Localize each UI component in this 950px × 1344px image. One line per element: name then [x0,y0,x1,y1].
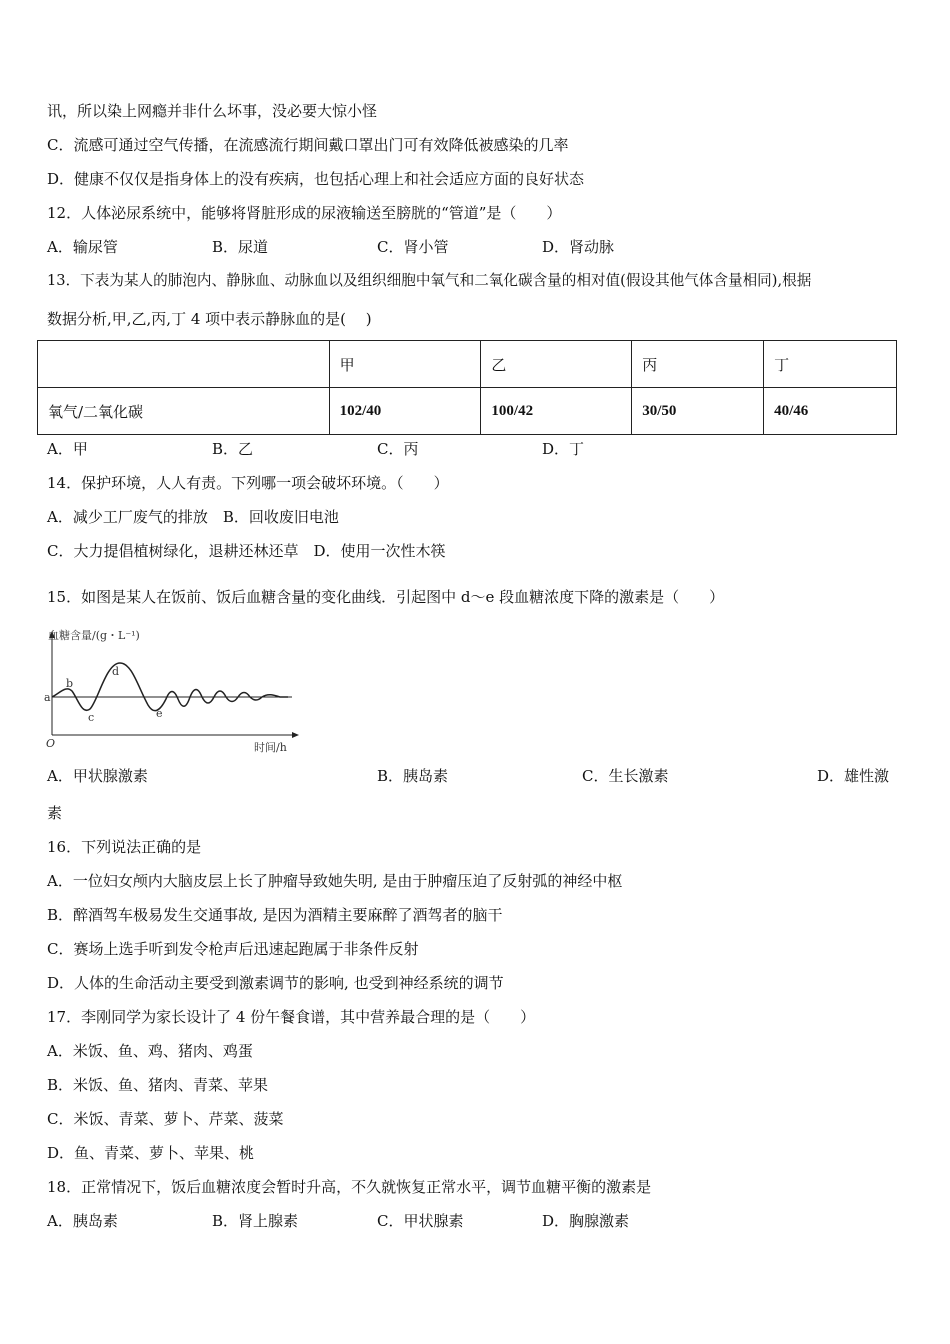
q15-option-c: C．生长激素 [582,767,669,785]
q13-option-b: B．乙 [212,440,254,458]
q17-option-c: C．米饭、青菜、萝卜、芹菜、菠菜 [47,1110,284,1128]
blood-sugar-curve [52,663,288,711]
q14-options-cd: C．大力提倡植树绿化，退耕还林还草 D．使用一次性木筷 [47,542,446,560]
q13-option-d: D．丁 [542,440,585,458]
q13-table [37,340,897,435]
table-header-cell: 丙 [632,341,764,388]
table-header-cell [38,341,330,388]
q16-option-d: D．人体的生命活动主要受到激素调节的影响, 也受到神经系统的调节 [47,974,504,992]
table-cell: 30/50 [632,388,764,435]
table-cell: 100/42 [481,388,632,435]
table-header-row [38,341,897,388]
q15-option-d-wrap: 素 [47,804,63,822]
q13-option-a: A．甲 [47,440,88,458]
q13-stem-line1: 13．下表为某人的肺泡内、静脉血、动脉血以及组织细胞中氧气和二氧化碳含量的相对值(假设其他气体含量相同),根据 [47,272,812,289]
q15-stem: 15．如图是某人在饭前、饭后血糖含量的变化曲线．引起图中 d～e 段血糖浓度下降的激素是（ ） [47,588,725,606]
chart-ylabel: 血糖含量/(g・L⁻¹) [48,629,140,642]
q16-option-b: B．醉酒驾车极易发生交通事故, 是因为酒精主要麻醉了酒驾者的脑干 [47,906,503,924]
q16-option-c: C．赛场上选手听到发令枪声后迅速起跑属于非条件反射 [47,940,419,958]
q12-option-c: C．肾小管 [377,238,449,256]
x-axis-arrow [292,732,299,738]
table-cell: 102/40 [329,388,481,435]
table-cell: 40/46 [764,388,897,435]
chart-xlabel: 时间/h [254,741,287,754]
q15-option-d: D．雄性激 [817,767,890,785]
chart-origin: O [46,737,56,750]
q18-option-b: B．肾上腺素 [212,1212,299,1230]
q18-option-c: C．甲状腺素 [377,1212,464,1230]
q14-stem: 14．保护环境，人人有责。下列哪一项会破坏环境。（ ） [47,474,449,492]
q17-stem: 17．李刚同学为家长设计了 4 份午餐食谱，其中营养最合理的是（ ） [47,1008,536,1026]
q18-option-a: A．胰岛素 [47,1212,118,1230]
q15-option-a: A．甲状腺激素 [47,767,148,785]
q13-option-c: C．丙 [377,440,419,458]
q16-option-a: A．一位妇女颅内大脑皮层上长了肿瘤导致她失明, 是由于肿瘤压迫了反射弧的神经中枢 [47,872,623,890]
q13-stem-line2: 数据分析,甲,乙,丙,丁 4 项中表示静脉血的是( ) [47,310,372,328]
q12-option-a: A．输尿管 [47,238,118,256]
q17-option-a: A．米饭、鱼、鸡、猪肉、鸡蛋 [47,1042,253,1060]
table-row-label: 氧气/二氧化碳 [38,388,330,435]
q14-options-ab: A．减少工厂废气的排放 B．回收废旧电池 [47,508,339,526]
text-line-2: C．流感可通过空气传播，在流感流行期间戴口罩出门可有效降低被感染的几率 [47,136,569,154]
q17-option-b: B．米饭、鱼、猪肉、青菜、苹果 [47,1076,269,1094]
q12-option-b: B．尿道 [212,238,269,256]
chart-point-d: d [112,665,120,678]
q18-stem: 18．正常情况下，饭后血糖浓度会暂时升高，不久就恢复正常水平，调节血糖平衡的激素是 [47,1178,652,1196]
blood-sugar-chart [40,625,305,755]
q17-option-d: D．鱼、青菜、萝卜、苹果、桃 [47,1144,255,1162]
q15-option-b: B．胰岛素 [377,767,449,785]
q12-option-d: D．肾动脉 [542,238,615,256]
chart-point-c: c [88,711,95,724]
q16-stem: 16．下列说法正确的是 [47,838,202,856]
text-line-1: 讯，所以染上网瘾并非什么坏事，没必要大惊小怪 [47,102,378,120]
chart-point-e: e [156,707,163,720]
table-header-cell: 乙 [481,341,632,388]
table-header-cell: 丁 [764,341,897,388]
chart-baseline-label: a [44,691,51,704]
q18-option-d: D．胸腺激素 [542,1212,630,1230]
chart-point-b: b [66,677,74,690]
table-header-cell: 甲 [329,341,481,388]
q12-stem: 12．人体泌尿系统中，能够将肾脏形成的尿液输送至膀胱的“管道”是（ ） [47,204,562,222]
table-row [38,388,897,435]
text-line-3: D．健康不仅仅是指身体上的没有疾病，也包括心理上和社会适应方面的良好状态 [47,170,585,188]
